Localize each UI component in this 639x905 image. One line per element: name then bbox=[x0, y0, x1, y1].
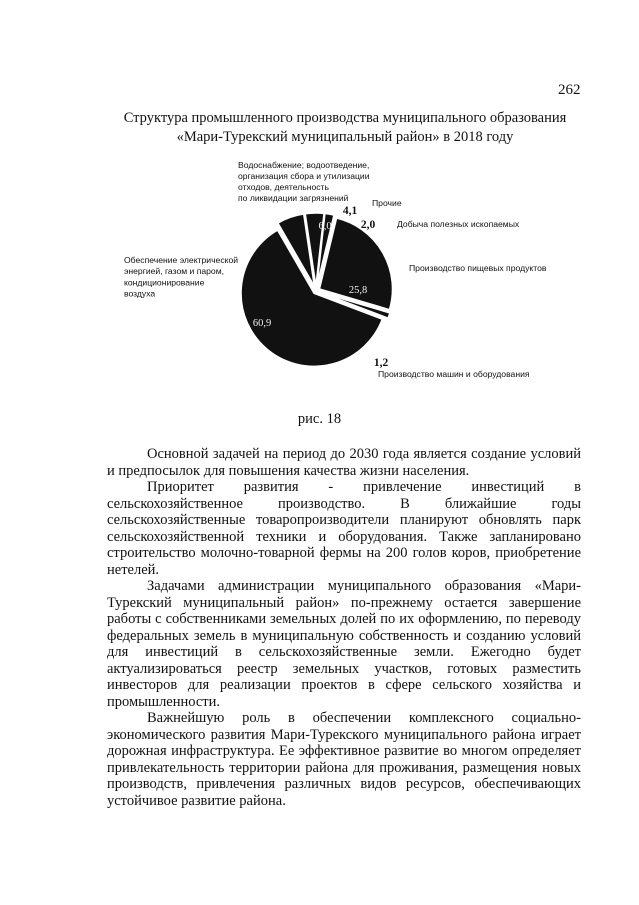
pie-chart bbox=[0, 0, 639, 400]
figure-caption: рис. 18 bbox=[297, 411, 342, 427]
data-label-5: 1,2 bbox=[373, 357, 389, 369]
slice-label-4: Производство пищевых продуктов bbox=[409, 263, 547, 273]
paragraph-4: Важнейшую роль в обеспечении комплексного социально-экономического развития Мари-Турекского муниципального района играет дорожная инфраструктура. Ее эффективное развитие во многом определяет привлекательность территории района для проживания, размещения новых производств, привлечения различных видов ресурсов, обеспечивающих устойчивое развитие района. bbox=[107, 710, 581, 809]
data-label-2: 4,1 bbox=[342, 205, 358, 217]
paragraph-2: Приоритет развития - привлечение инвестиций в сельскохозяйственное производство. В ближайшие годы сельскохозяйственные товаропроизводители планируют обновлять парк сельскохозяйственной техники и оборудования. Также запланировано строительство молочно-товарной фермы на 200 голов коров, приобретение нетелей. bbox=[107, 479, 581, 578]
data-label-3: 2,0 bbox=[360, 219, 376, 231]
data-label-6: 60,9 bbox=[252, 318, 272, 329]
data-label-4: 25,8 bbox=[348, 285, 368, 296]
chart-title-line-1: Структура промышленного производства муниципального образования bbox=[123, 110, 567, 126]
data-label-1: 6,0 bbox=[318, 221, 332, 232]
paragraph-1: Основной задачей на период до 2030 года является создание условий и предпосылок для повышения качества жизни населения. bbox=[107, 446, 581, 479]
page-number: 262 bbox=[558, 82, 581, 98]
slice-label-5: Производство машин и оборудования bbox=[378, 369, 530, 379]
slice-label-2: Прочие bbox=[372, 198, 402, 208]
slice-label-1: Водоснабжение; водоотведение, организация сбора и утилизации отходов, деятельность по ликвидации загрязнений bbox=[238, 160, 370, 203]
paragraph-3: Задачами администрации муниципального образования «Мари-Турекский муниципальный район» по-прежнему остается завершение работы с собственниками земельных долей по их оформлению, по переводу федеральных земель в муниципальную собственность и созданию условий для инвестиций в сельскохозяйственные земли. Ежегодно будет актуализироваться реестр земельных участков, готовых разместить инвесторов для реализации проектов в сфере сельского хозяйства и промышленности. bbox=[107, 578, 581, 710]
slice-label-6: Обеспечение электрической энергией, газом и паром, кондиционирование воздуха bbox=[124, 255, 239, 299]
slice-label-3: Добыча полезных ископаемых bbox=[397, 219, 520, 229]
body-text bbox=[107, 446, 581, 809]
chart-title-line-2: «Мари-Турекский муниципальный район» в 2018 году bbox=[176, 129, 514, 145]
